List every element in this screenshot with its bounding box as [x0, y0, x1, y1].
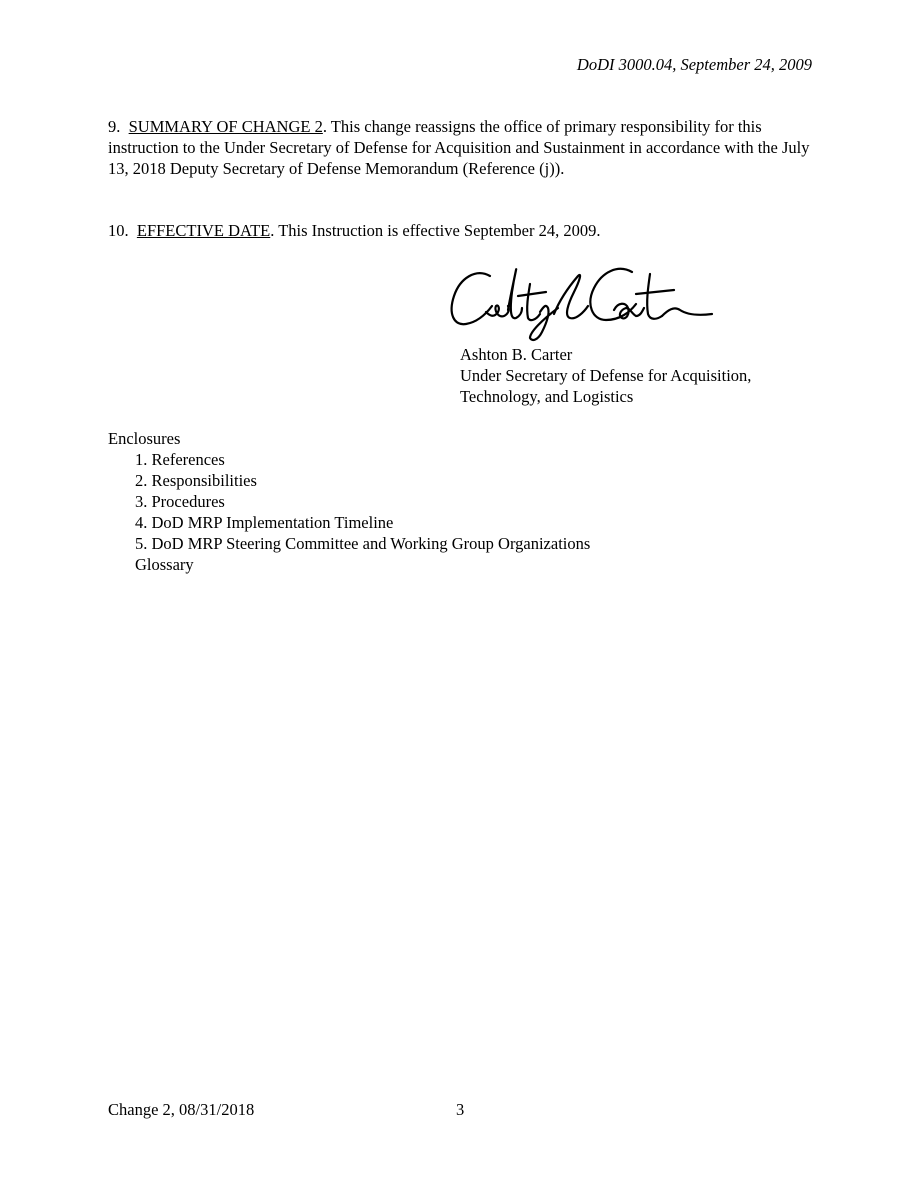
enclosures-block — [108, 428, 590, 575]
section-9-number: 9. — [108, 117, 121, 136]
footer-change-note: Change 2, 08/31/2018 — [108, 1100, 255, 1119]
enclosures-list — [108, 449, 590, 575]
section-9-paragraph — [108, 116, 820, 179]
signer-name: Ashton B. Carter — [460, 345, 573, 364]
enclosures-heading: Enclosures — [108, 429, 181, 448]
enclosure-item: 5. DoD MRP Steering Committee and Working Group Organizations — [135, 534, 591, 553]
section-9-heading: SUMMARY OF CHANGE 2 — [128, 117, 323, 136]
enclosure-item: 2. Responsibilities — [135, 471, 257, 490]
section-10-heading: EFFECTIVE DATE — [136, 221, 271, 240]
enclosure-item: 1. References — [135, 450, 225, 469]
section-effective-date — [108, 220, 820, 241]
signer-block — [460, 344, 751, 407]
footer-page-number: 3 — [456, 1100, 465, 1119]
enclosure-glossary: Glossary — [135, 555, 194, 574]
enclosure-item: 4. DoD MRP Implementation Timeline — [135, 513, 394, 532]
document-header: DoDI 3000.04, September 24, 2009 — [576, 55, 812, 74]
section-10-paragraph — [108, 220, 820, 241]
section-summary-of-change — [108, 116, 820, 179]
signer-title-line-2: Technology, and Logistics — [460, 387, 634, 406]
handwritten-signature — [446, 262, 726, 344]
signer-title-line-1: Under Secretary of Defense for Acquisition, — [460, 366, 752, 385]
section-10-number: 10. — [108, 221, 129, 240]
enclosure-item: 3. Procedures — [135, 492, 225, 511]
section-10-text: . This Instruction is effective September 24, 2009. — [270, 221, 601, 240]
section-9-text: . This change reassigns the office of primary responsibility for this instruction to the Under Secretary of Defense for Acquisition and Sustainment in accordance with the July 13, 2018 Deputy Secretary of Defense Memorandum (Reference (j)). — [108, 117, 810, 178]
